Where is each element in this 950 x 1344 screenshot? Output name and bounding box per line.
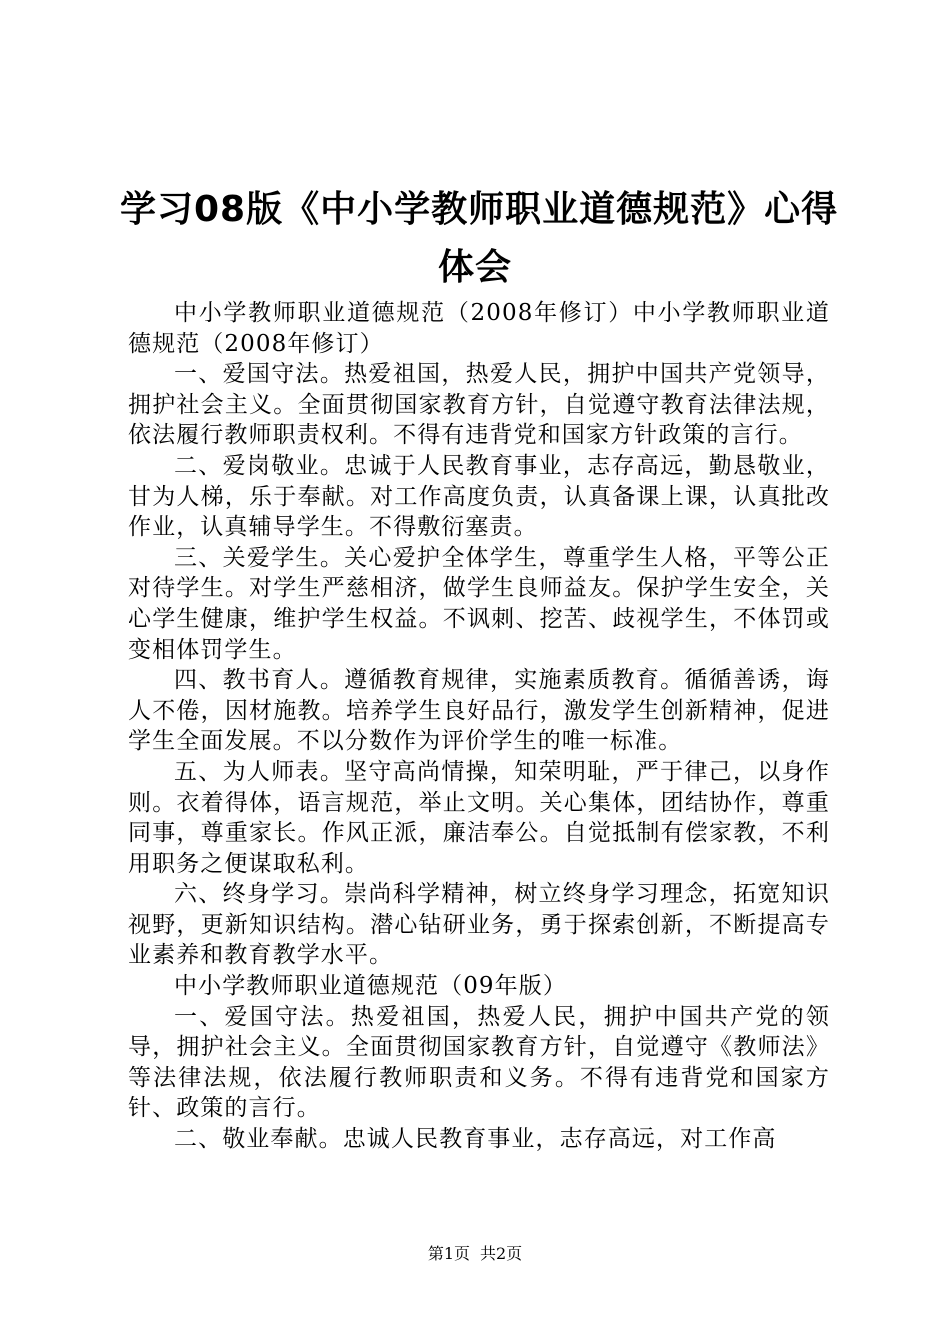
paragraph-standard-2008-heading: 中小学教师职业道德规范（2008年修订）中小学教师职业道德规范（2008年修订） (128, 300, 830, 357)
paragraph-2008-item-2: 二、爱岗敬业。忠诚于人民教育事业，志存高远，勤恳敬业，甘为人梯，乐于奉献。对工作高度负责，认真备课上课，认真批改作业，认真辅导学生。不得敷衍塞责。 (128, 452, 830, 541)
page-number: 第1页 (427, 1244, 470, 1263)
paragraph-2008-item-4: 四、教书育人。遵循教育规律，实施素质教育。循循善诱，诲人不倦，因材施教。培养学生良好品行，激发学生创新精神，促进学生全面发展。不以分数作为评价学生的唯一标准。 (128, 667, 830, 755)
document-body (128, 298, 830, 1155)
page-total: 共2页 (480, 1244, 523, 1263)
paragraph-standard-09-heading: 中小学教师职业道德规范（09年版） (174, 973, 567, 1000)
paragraph-09-item-1: 一、爱国守法。热爱祖国，热爱人民，拥护中国共产党的领导，拥护社会主义。全面贯彻国家教育方针，自觉遵守《教师法》等法律法规，依法履行教师职责和义务。不得有违背党和国家方针、政策的言行。 (128, 1003, 830, 1122)
paragraph-09-item-2: 二、敬业奉献。忠诚人民教育事业，志存高远，对工作高 (174, 1126, 777, 1153)
paragraph-2008-item-1: 一、爱国守法。热爱祖国，热爱人民，拥护中国共产党领导，拥护社会主义。全面贯彻国家教育方针，自觉遵守教育法律法规，依法履行教师职责权利。不得有违背党和国家方针政策的言行。 (128, 361, 830, 449)
page-footer (0, 1244, 950, 1264)
paragraph-2008-item-3: 三、关爱学生。关心爱护全体学生，尊重学生人格，平等公正对待学生。对学生严慈相济，做学生良师益友。保护学生安全，关心学生健康，维护学生权益。不讽刺、挖苦、歧视学生，不体罚或变相体罚学生。 (128, 544, 830, 663)
document-title-line-2: 体会 (437, 247, 512, 288)
paragraph-2008-item-6: 六、终身学习。崇尚科学精神，树立终身学习理念，拓宽知识视野，更新知识结构。潜心钻研业务，勇于探索创新，不断提高专业素养和教育教学水平。 (128, 881, 830, 969)
paragraph-2008-item-5: 五、为人师表。坚守高尚情操，知荣明耻，严于律己，以身作则。衣着得体，语言规范，举止文明。关心集体，团结协作，尊重同事，尊重家长。作风正派，廉洁奉公。自觉抵制有偿家教，不利用职务之便谋取私利。 (128, 758, 830, 877)
document-title-line-1: 学习08版《中小学教师职业道德规范》心得 (120, 189, 839, 230)
